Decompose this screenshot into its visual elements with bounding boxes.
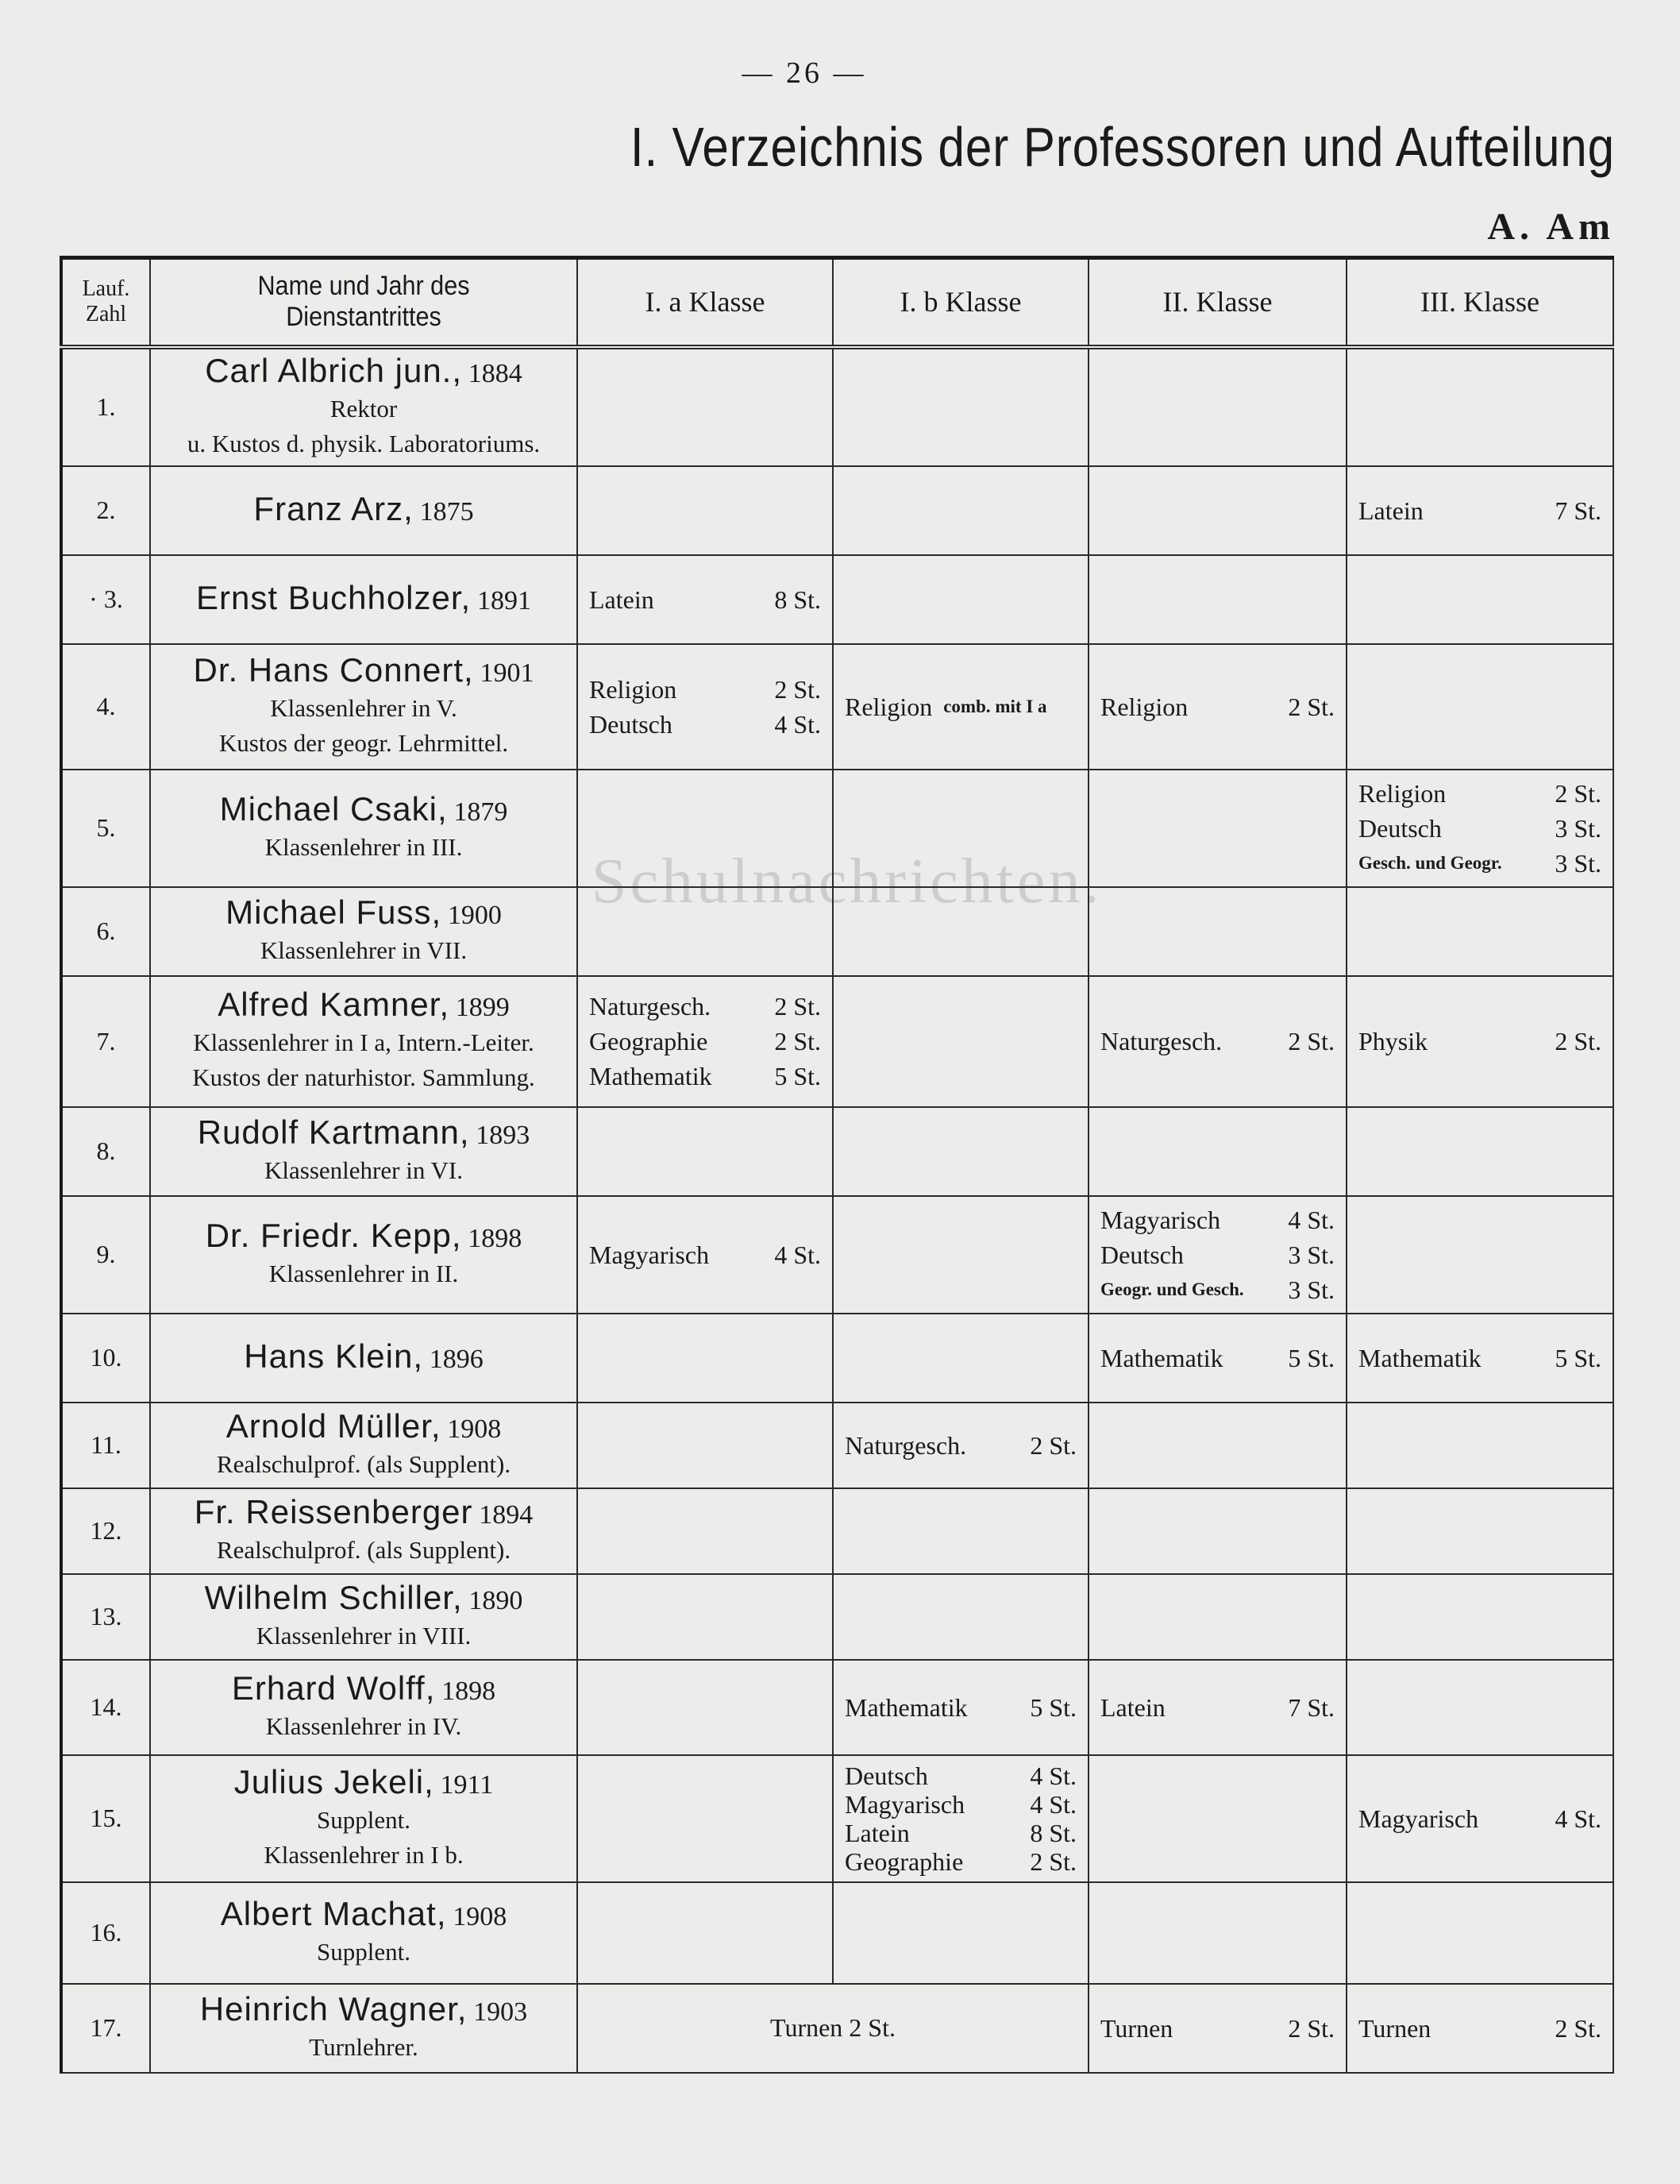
teacher-name: Wilhelm Schiller, <box>204 1578 463 1616</box>
header-name: Name und Jahr des Dienstantrittes <box>171 258 556 347</box>
row-number: 17. <box>61 1984 150 2073</box>
subject-name: Latein <box>1358 496 1424 525</box>
service-year: 1875 <box>419 496 474 527</box>
table-row <box>61 555 1613 644</box>
ii-klasse-cell <box>1089 1107 1347 1196</box>
subject-hours: 2 St. <box>774 992 821 1021</box>
service-year: 1879 <box>453 797 508 827</box>
ia-klasse-cell <box>577 770 833 887</box>
iii-klasse-cell <box>1347 1314 1613 1403</box>
subject-line <box>1358 846 1601 881</box>
service-year: 1908 <box>447 1414 502 1444</box>
teacher-name: Fr. Reissenberger <box>194 1492 473 1530</box>
teacher-cell <box>150 1984 577 2073</box>
ib-klasse-cell <box>833 1403 1089 1488</box>
table-row <box>61 1403 1613 1488</box>
ib-klasse-cell <box>833 1488 1089 1574</box>
teacher-name-line <box>162 1580 565 1619</box>
service-year: 1898 <box>468 1223 522 1253</box>
teacher-name-line <box>162 987 565 1025</box>
teacher-cell <box>150 976 577 1107</box>
teacher-note: Rektor <box>329 394 398 423</box>
subject-name: Magyarisch <box>1358 1804 1479 1833</box>
subject-line <box>845 1761 1077 1790</box>
subject-name: Deutsch <box>845 1761 928 1790</box>
teacher-name: Rudolf Kartmann, <box>197 1113 470 1151</box>
subject-name: Magyarisch <box>845 1789 965 1819</box>
ia-klasse-cell <box>577 976 833 1107</box>
subject-line <box>845 1819 1077 1847</box>
teacher-name: Julius Jekeli, <box>233 1762 434 1800</box>
teacher-name: Hans Klein, <box>244 1337 424 1375</box>
service-year: 1894 <box>479 1499 534 1530</box>
subject-line <box>1100 1272 1335 1307</box>
teacher-name: Ernst Buchholzer, <box>196 578 472 616</box>
teacher-note: Klassenlehrer in I b. <box>264 1840 464 1869</box>
service-year: 1901 <box>480 658 534 688</box>
ii-klasse-cell <box>1089 555 1347 644</box>
teacher-cell <box>150 555 577 644</box>
iii-klasse-cell <box>1347 887 1613 976</box>
teacher-note: Klassenlehrer in VI. <box>264 1156 463 1184</box>
ia-klasse-cell <box>577 1107 833 1196</box>
teacher-name-line <box>162 1115 565 1153</box>
subject-line <box>845 1790 1077 1819</box>
subject-name: Naturgesch. <box>589 992 711 1021</box>
ib-klasse-cell <box>833 1882 1089 1984</box>
teacher-name: Albert Machat, <box>220 1894 447 1932</box>
ia-klasse-cell <box>577 1196 833 1314</box>
teacher-note: u. Kustos d. physik. Laboratoriums. <box>187 429 541 457</box>
subject-line <box>589 1059 821 1094</box>
table-row <box>61 1660 1613 1755</box>
subject-line <box>589 989 821 1024</box>
subject-line <box>1100 689 1335 724</box>
table-row <box>61 1314 1613 1403</box>
teacher-name: Dr. Hans Connert, <box>193 650 474 689</box>
ib-klasse-cell <box>833 1314 1089 1403</box>
teacher-cell <box>150 1403 577 1488</box>
subject-name: Naturgesch. <box>845 1430 967 1460</box>
table-row <box>61 1488 1613 1574</box>
subject-name: Geographie <box>589 1027 708 1055</box>
subject-line <box>1358 1024 1601 1059</box>
teacher-name: Michael Fuss, <box>225 893 442 931</box>
ii-klasse-cell <box>1089 644 1347 770</box>
subject-line <box>845 689 1077 724</box>
subject-hours: 2 St. <box>1030 1846 1077 1876</box>
ia-klasse-cell <box>577 1574 833 1660</box>
teacher-note: Turnlehrer. <box>309 2032 418 2061</box>
ii-klasse-cell <box>1089 1196 1347 1314</box>
teacher-name-line <box>162 650 565 691</box>
ia-klasse-cell <box>577 466 833 555</box>
ib-klasse-cell <box>833 555 1089 644</box>
row-number: 12. <box>61 1488 150 1574</box>
teacher-cell <box>150 1314 577 1403</box>
subject-hours: 5 St. <box>1030 1692 1077 1722</box>
ia-klasse-cell <box>577 1882 833 1984</box>
service-year: 1908 <box>453 1901 507 1931</box>
teacher-note: Klassenlehrer in VII. <box>260 936 468 964</box>
teacher-cell <box>150 466 577 555</box>
ib-klasse-cell <box>833 347 1089 466</box>
ii-klasse-cell <box>1089 1314 1347 1403</box>
iii-klasse-cell <box>1347 1574 1613 1660</box>
ib-klasse-cell <box>833 1107 1089 1196</box>
subject-name: Physik <box>1358 1027 1428 1055</box>
ia-klasse-cell <box>577 347 833 466</box>
teacher-name-line <box>162 489 565 530</box>
subject-name: Mathematik <box>1100 1343 1223 1372</box>
table-row <box>61 1196 1613 1314</box>
subject-name: Deutsch <box>589 709 672 739</box>
teacher-name-line <box>162 895 565 933</box>
subject-line <box>1358 1801 1601 1836</box>
teacher-name: Franz Arz, <box>253 489 414 527</box>
subject-line <box>1358 2011 1601 2046</box>
teacher-note: Kustos der geogr. Lehrmittel. <box>218 728 509 757</box>
row-number: 9. <box>61 1196 150 1314</box>
table-row <box>61 466 1613 555</box>
subject-line <box>1358 811 1601 846</box>
subject-name: Magyarisch <box>1100 1205 1221 1234</box>
subject-hours: 2 St. <box>1555 2013 1601 2043</box>
row-number: 16. <box>61 1882 150 1984</box>
subject-hours: 7 St. <box>1555 496 1601 525</box>
teacher-note: Klassenlehrer in III. <box>264 832 463 861</box>
subject-name: Mathematik <box>589 1062 712 1090</box>
subject-name: Latein <box>845 1818 910 1847</box>
subject-hours: 3 St. <box>1288 1240 1335 1269</box>
teacher-name-line <box>162 1989 565 2030</box>
teacher-cell <box>150 1488 577 1574</box>
subject-name: Religion <box>845 692 933 721</box>
table-row <box>61 770 1613 887</box>
subject-hours: 5 St. <box>1288 1343 1335 1372</box>
ia-klasse-cell <box>577 887 833 976</box>
ii-klasse-cell <box>1089 1574 1347 1660</box>
subject-hours: 2 St. <box>1288 2013 1335 2043</box>
teacher-cell <box>150 887 577 976</box>
table-row <box>61 1574 1613 1660</box>
page-subtitle: A. Am <box>1487 206 1615 248</box>
subject-line <box>1100 1024 1335 1059</box>
subject-name: Turnen <box>1358 2013 1431 2043</box>
ii-klasse-cell <box>1089 1755 1347 1882</box>
subject-line <box>589 1237 821 1272</box>
subject-line <box>1100 1237 1335 1272</box>
iii-klasse-cell <box>1347 1488 1613 1574</box>
ib-klasse-cell <box>833 887 1089 976</box>
subject-hours: 3 St. <box>1555 848 1601 878</box>
subject-remark: comb. mit I a <box>943 696 1047 716</box>
teacher-note: Klassenlehrer in I a, Intern.-Leiter. <box>193 1028 534 1056</box>
subject-hours: 2 St. <box>1288 1027 1335 1055</box>
row-number: · 3. <box>61 555 150 644</box>
ia-klasse-cell <box>577 1755 833 1882</box>
teacher-name-line <box>162 1894 565 1935</box>
subject-name: Deutsch <box>1358 813 1442 843</box>
subject-hours: 5 St. <box>774 1062 821 1090</box>
row-number: 15. <box>61 1755 150 1882</box>
teacher-name-line <box>162 1492 565 1533</box>
teacher-note: Supplent. <box>317 1805 410 1834</box>
ib-klasse-cell <box>833 644 1089 770</box>
professor-table <box>60 256 1614 2074</box>
ii-klasse-cell <box>1089 1488 1347 1574</box>
subject-line <box>1358 776 1601 811</box>
ii-klasse-cell <box>1089 1882 1347 1984</box>
iii-klasse-cell <box>1347 976 1613 1107</box>
teacher-name: Alfred Kamner, <box>218 986 450 1023</box>
ib-klasse-cell <box>833 1196 1089 1314</box>
teacher-cell <box>150 770 577 887</box>
teacher-note: Klassenlehrer in IV. <box>265 1711 462 1740</box>
ii-klasse-cell <box>1089 976 1347 1107</box>
subject-hours: 3 St. <box>1555 813 1601 843</box>
table-row <box>61 1755 1613 1882</box>
teacher-name-line <box>162 789 565 830</box>
subject-name: Mathematik <box>845 1692 968 1722</box>
ii-klasse-cell <box>1089 466 1347 555</box>
subject-line <box>589 1024 821 1059</box>
subject-hours: 4 St. <box>774 1240 821 1269</box>
table-header-row <box>61 258 1613 347</box>
teacher-name: Heinrich Wagner, <box>199 1989 468 2028</box>
teacher-cell <box>150 1574 577 1660</box>
subject-line <box>1100 1341 1335 1376</box>
teacher-name-line <box>162 1339 565 1377</box>
subject-hours: 4 St. <box>1555 1804 1601 1833</box>
subject-name: Religion <box>1358 778 1447 808</box>
teacher-note: Supplent. <box>317 1937 410 1966</box>
table-row <box>61 887 1613 976</box>
ib-klasse-cell <box>833 466 1089 555</box>
teacher-name-line <box>162 1218 565 1256</box>
subject-hours: 2 St. <box>1555 778 1601 808</box>
teacher-name: Arnold Müller, <box>225 1406 441 1445</box>
subject-hours: 2 St. <box>1555 1027 1601 1055</box>
teacher-name: Carl Albrich jun., <box>205 351 463 389</box>
teacher-name-line <box>162 1762 565 1803</box>
row-number: 7. <box>61 976 150 1107</box>
table-row <box>61 1882 1613 1984</box>
teacher-note: Realschulprof. (als Supplent). <box>216 1535 511 1564</box>
subject-line <box>589 672 821 707</box>
ia-klasse-cell <box>577 1314 833 1403</box>
row-number: 13. <box>61 1574 150 1660</box>
subject-name: Geogr. und Gesch. <box>1100 1279 1244 1299</box>
subject-name: Religion <box>1100 692 1189 721</box>
ia-klasse-cell <box>577 1403 833 1488</box>
subject-name: Latein <box>1100 1692 1166 1722</box>
row-number: 8. <box>61 1107 150 1196</box>
teacher-note: Klassenlehrer in VIII. <box>256 1621 472 1650</box>
subject-name: Deutsch <box>1100 1240 1184 1269</box>
subject-hours: 5 St. <box>1555 1343 1601 1372</box>
subject-hours: 8 St. <box>774 585 821 614</box>
ia-klasse-cell <box>577 555 833 644</box>
table-row <box>61 976 1613 1107</box>
row-number: 14. <box>61 1660 150 1755</box>
service-year: 1896 <box>429 1344 484 1374</box>
ii-klasse-cell <box>1089 770 1347 887</box>
subject-name: Mathematik <box>1358 1343 1482 1372</box>
teacher-name: Erhard Wolff, <box>231 1669 436 1707</box>
page-number: — 26 — <box>742 56 867 90</box>
subject-hours: 2 St. <box>774 674 821 704</box>
subject-hours: 4 St. <box>774 709 821 739</box>
subject-line <box>1358 493 1601 528</box>
teacher-cell <box>150 1882 577 1984</box>
subject-line <box>589 707 821 742</box>
subject-line <box>845 1428 1077 1463</box>
iii-klasse-cell <box>1347 1660 1613 1755</box>
iii-klasse-cell <box>1347 347 1613 466</box>
header-ia-klasse: I. a Klasse <box>577 258 833 347</box>
row-number: 10. <box>61 1314 150 1403</box>
subject-hours: 2 St. <box>774 1027 821 1055</box>
row-number: 6. <box>61 887 150 976</box>
teacher-note: Klassenlehrer in II. <box>268 1259 459 1287</box>
ib-klasse-cell <box>833 1574 1089 1660</box>
teacher-note: Kustos der naturhistor. Sammlung. <box>192 1063 535 1091</box>
ia-klasse-cell <box>577 1488 833 1574</box>
subject-hours: 4 St. <box>1030 1789 1077 1819</box>
ia-ib-merged-cell: Turnen 2 St. <box>577 1984 1089 2073</box>
teacher-name-line <box>162 1406 565 1447</box>
teacher-cell <box>150 1196 577 1314</box>
teacher-cell <box>150 1755 577 1882</box>
subject-line <box>845 1690 1077 1725</box>
subject-hours: 7 St. <box>1288 1692 1335 1722</box>
teacher-note: Klassenlehrer in V. <box>270 693 457 722</box>
ii-klasse-cell <box>1089 347 1347 466</box>
table-row <box>61 1984 1613 2073</box>
iii-klasse-cell <box>1347 1755 1613 1882</box>
service-year: 1891 <box>476 585 531 615</box>
service-year: 1911 <box>440 1769 494 1800</box>
subject-hours: 2 St. <box>1288 692 1335 721</box>
subject-hours: 8 St. <box>1030 1818 1077 1847</box>
teacher-cell <box>150 644 577 770</box>
show-through-print: Schulnachrichten. <box>591 847 1103 916</box>
ii-klasse-cell <box>1089 1403 1347 1488</box>
subject-name: Gesch. und Geogr. <box>1358 852 1502 873</box>
service-year: 1893 <box>476 1120 530 1150</box>
ia-klasse-cell <box>577 644 833 770</box>
header-lauf-zahl: Lauf. Zahl <box>61 258 150 347</box>
header-iii-klasse: III. Klasse <box>1347 258 1613 347</box>
iii-klasse-cell <box>1347 555 1613 644</box>
subject-hours: 3 St. <box>1288 1275 1335 1304</box>
ii-klasse-cell <box>1089 1984 1347 2073</box>
iii-klasse-cell <box>1347 1882 1613 1984</box>
subject-name: Turnen <box>1100 2013 1173 2043</box>
iii-klasse-cell <box>1347 466 1613 555</box>
subject-hours: 4 St. <box>1288 1205 1335 1234</box>
ib-klasse-cell <box>833 770 1089 887</box>
teacher-name-line <box>162 578 565 619</box>
service-year: 1899 <box>455 993 510 1022</box>
row-number: 1. <box>61 347 150 466</box>
ib-klasse-cell <box>833 1660 1089 1755</box>
row-number: 4. <box>61 644 150 770</box>
teacher-note: Realschulprof. (als Supplent). <box>216 1449 511 1478</box>
ib-klasse-cell <box>833 1755 1089 1882</box>
subject-line <box>1100 1202 1335 1237</box>
iii-klasse-cell <box>1347 1984 1613 2073</box>
subject-hours: 4 St. <box>1030 1761 1077 1790</box>
teacher-cell <box>150 1107 577 1196</box>
iii-klasse-cell <box>1347 1196 1613 1314</box>
subject-line <box>589 582 821 617</box>
subject-name: Naturgesch. <box>1100 1027 1223 1055</box>
service-year: 1903 <box>473 1997 528 2027</box>
iii-klasse-cell <box>1347 1403 1613 1488</box>
teacher-name: Dr. Friedr. Kepp, <box>205 1216 462 1254</box>
ib-klasse-cell <box>833 976 1089 1107</box>
service-year: 1884 <box>468 358 522 388</box>
subject-name: Magyarisch <box>589 1240 710 1269</box>
header-ib-klasse: I. b Klasse <box>833 258 1089 347</box>
table-row <box>61 644 1613 770</box>
service-year: 1900 <box>447 900 502 930</box>
iii-klasse-cell <box>1347 644 1613 770</box>
ii-klasse-cell <box>1089 1660 1347 1755</box>
table-row <box>61 347 1613 466</box>
teacher-cell <box>150 347 577 466</box>
teacher-name-line <box>162 1671 565 1709</box>
subject-name: Religion <box>589 674 677 704</box>
subject-hours: 2 St. <box>1030 1430 1077 1460</box>
row-number: 11. <box>61 1403 150 1488</box>
row-number: 5. <box>61 770 150 887</box>
service-year: 1890 <box>468 1585 523 1615</box>
ia-klasse-cell <box>577 1660 833 1755</box>
subject-line <box>1358 1341 1601 1376</box>
subject-name: Latein <box>589 585 654 614</box>
iii-klasse-cell <box>1347 770 1613 887</box>
service-year: 1898 <box>441 1676 496 1706</box>
subject-line <box>1100 2011 1335 2046</box>
header-ii-klasse: II. Klasse <box>1089 258 1347 347</box>
table-row <box>61 1107 1613 1196</box>
row-number: 2. <box>61 466 150 555</box>
ii-klasse-cell <box>1089 887 1347 976</box>
teacher-name-line <box>162 353 565 392</box>
teacher-cell <box>150 1660 577 1755</box>
subject-line <box>845 1847 1077 1876</box>
page-title: I. Verzeichnis der Professoren und Aufteilung <box>630 116 1615 178</box>
subject-name: Geographie <box>845 1846 964 1876</box>
teacher-name: Michael Csaki, <box>219 789 448 828</box>
subject-line <box>1100 1690 1335 1725</box>
iii-klasse-cell <box>1347 1107 1613 1196</box>
